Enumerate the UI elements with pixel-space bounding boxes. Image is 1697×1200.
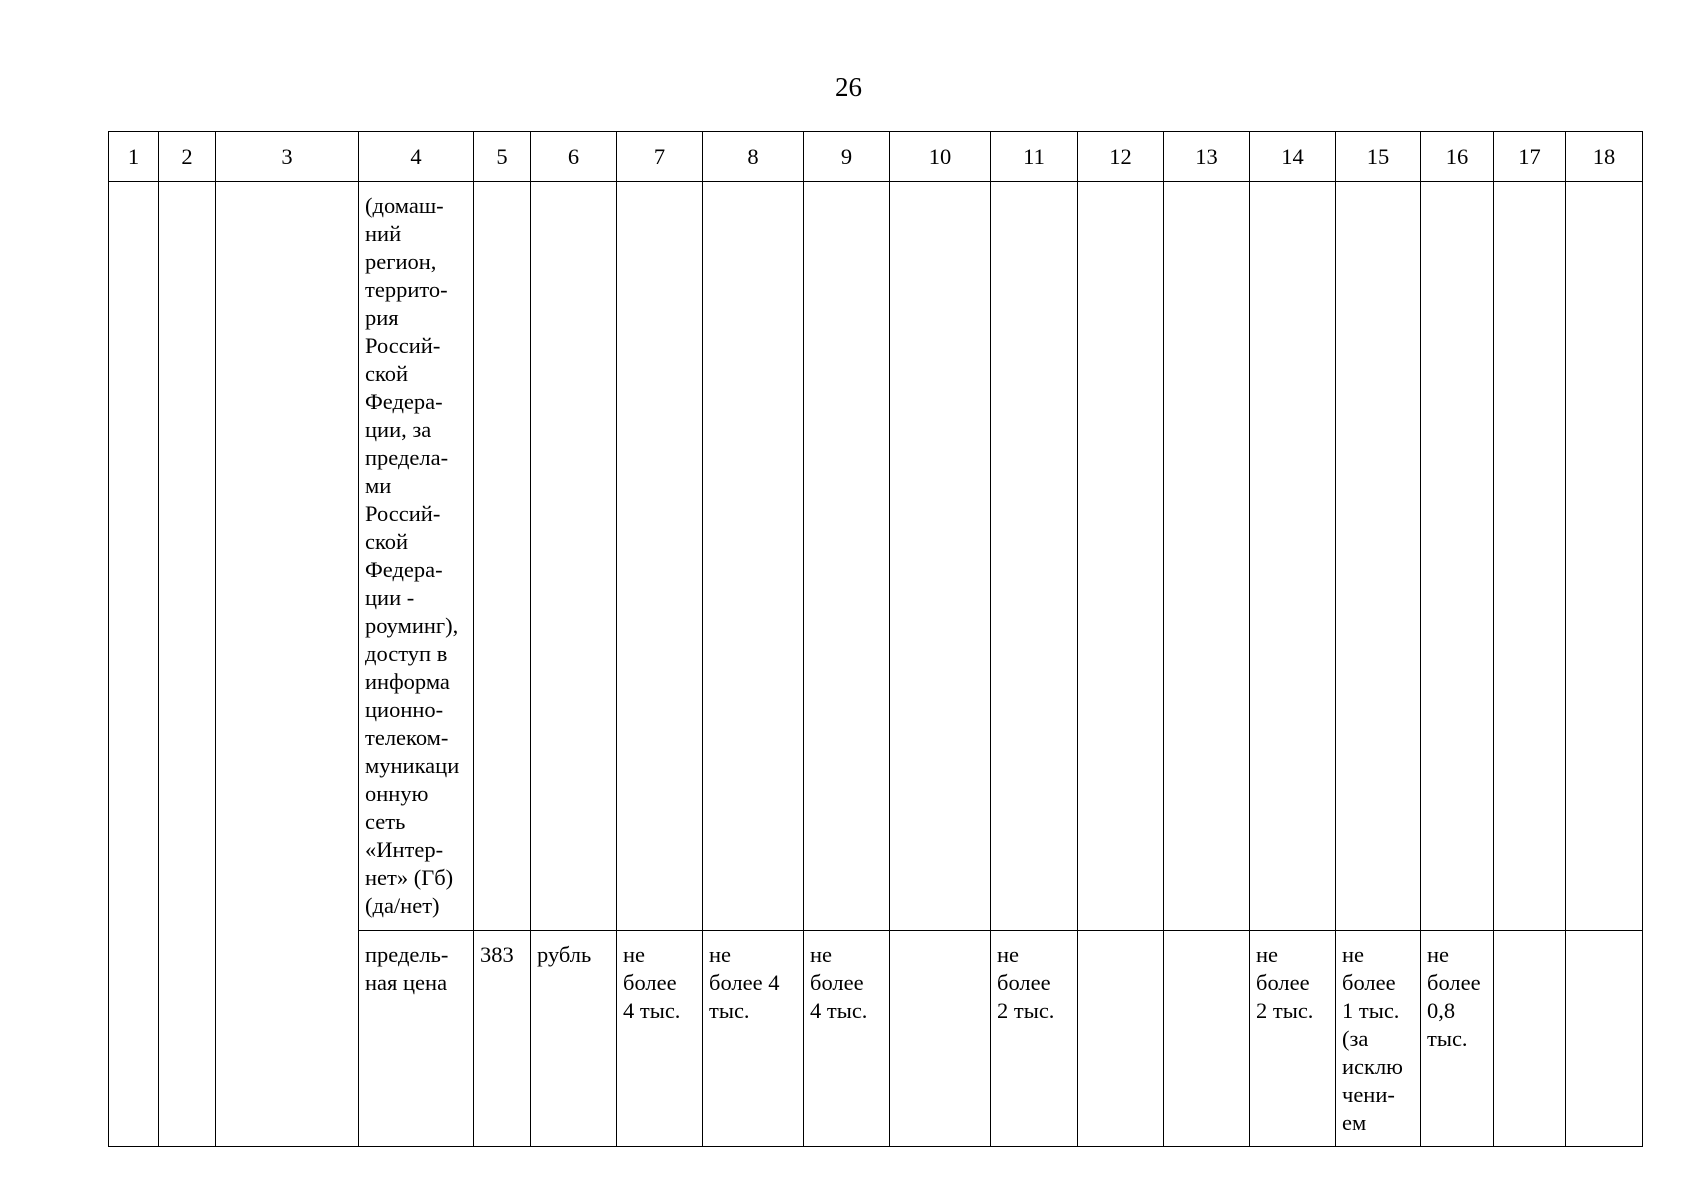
limit-value: не более 4 тыс.	[709, 942, 780, 1023]
limit-value: не более 0,8 тыс.	[1427, 942, 1481, 1051]
table-cell	[890, 931, 991, 1147]
page-number: 26	[835, 72, 862, 102]
limit-value: не более 2 тыс.	[997, 942, 1055, 1023]
requirements-table	[108, 131, 1643, 1147]
table-cell	[1164, 931, 1250, 1147]
table-cell	[216, 182, 359, 1147]
table-cell	[703, 182, 804, 931]
header-cell: 18	[1566, 132, 1643, 182]
header-cell: 6	[531, 132, 617, 182]
header-cell: 2	[159, 132, 216, 182]
header-cell: 10	[890, 132, 991, 182]
price-label: предель- ная цена	[365, 942, 449, 995]
table-cell	[474, 182, 531, 931]
header-cell: 5	[474, 132, 531, 182]
header-cell: 8	[703, 132, 804, 182]
table-cell	[359, 182, 474, 931]
table-cell	[890, 182, 991, 931]
limit-value: не более 4 тыс.	[623, 942, 681, 1023]
table-cell	[1250, 931, 1336, 1147]
table-cell	[1494, 182, 1566, 931]
table-cell	[1336, 931, 1421, 1147]
table-cell	[531, 931, 617, 1147]
header-cell: 12	[1078, 132, 1164, 182]
header-cell: 17	[1494, 132, 1566, 182]
limit-value: не более 4 тыс.	[810, 942, 868, 1023]
table-row	[109, 182, 1643, 931]
table-cell	[617, 182, 703, 931]
table-cell	[109, 182, 159, 1147]
table-cell	[1164, 182, 1250, 931]
table-header-row	[109, 132, 1643, 182]
table-cell	[1421, 182, 1494, 931]
table-cell	[1566, 931, 1643, 1147]
table-cell	[804, 931, 890, 1147]
table-cell	[1078, 182, 1164, 931]
table-cell	[991, 931, 1078, 1147]
table-cell	[159, 182, 216, 1147]
table-cell	[359, 931, 474, 1147]
table-cell	[1250, 182, 1336, 931]
characteristic-description: (домаш- ний регион, террито- рия Россий- ской Федера- ции, за предела- ми Россий- ской Федера- ции - роуминг), доступ в информа ционно- телеком- муникаци онную сеть «Интер- нет» (Гб) (да/нет)	[365, 193, 460, 918]
header-cell: 11	[991, 132, 1078, 182]
table-cell	[1566, 182, 1643, 931]
limit-value: не более 1 тыс. (за исклю чени- ем	[1342, 942, 1403, 1135]
header-cell: 15	[1336, 132, 1421, 182]
header-cell: 3	[216, 132, 359, 182]
header-cell: 1	[109, 132, 159, 182]
table-cell	[1421, 931, 1494, 1147]
header-cell: 13	[1164, 132, 1250, 182]
table-cell	[1078, 931, 1164, 1147]
table-cell	[1494, 931, 1566, 1147]
table-cell	[703, 931, 804, 1147]
header-cell: 16	[1421, 132, 1494, 182]
okei-code: 383	[480, 942, 514, 967]
limit-value: не более 2 тыс.	[1256, 942, 1314, 1023]
header-cell: 9	[804, 132, 890, 182]
table-cell	[804, 182, 890, 931]
table-cell	[617, 931, 703, 1147]
table-cell	[1336, 182, 1421, 931]
header-cell: 4	[359, 132, 474, 182]
table-cell	[991, 182, 1078, 931]
table-cell	[474, 931, 531, 1147]
header-cell: 14	[1250, 132, 1336, 182]
table-cell	[531, 182, 617, 931]
header-cell: 7	[617, 132, 703, 182]
unit-name: рубль	[537, 942, 592, 967]
